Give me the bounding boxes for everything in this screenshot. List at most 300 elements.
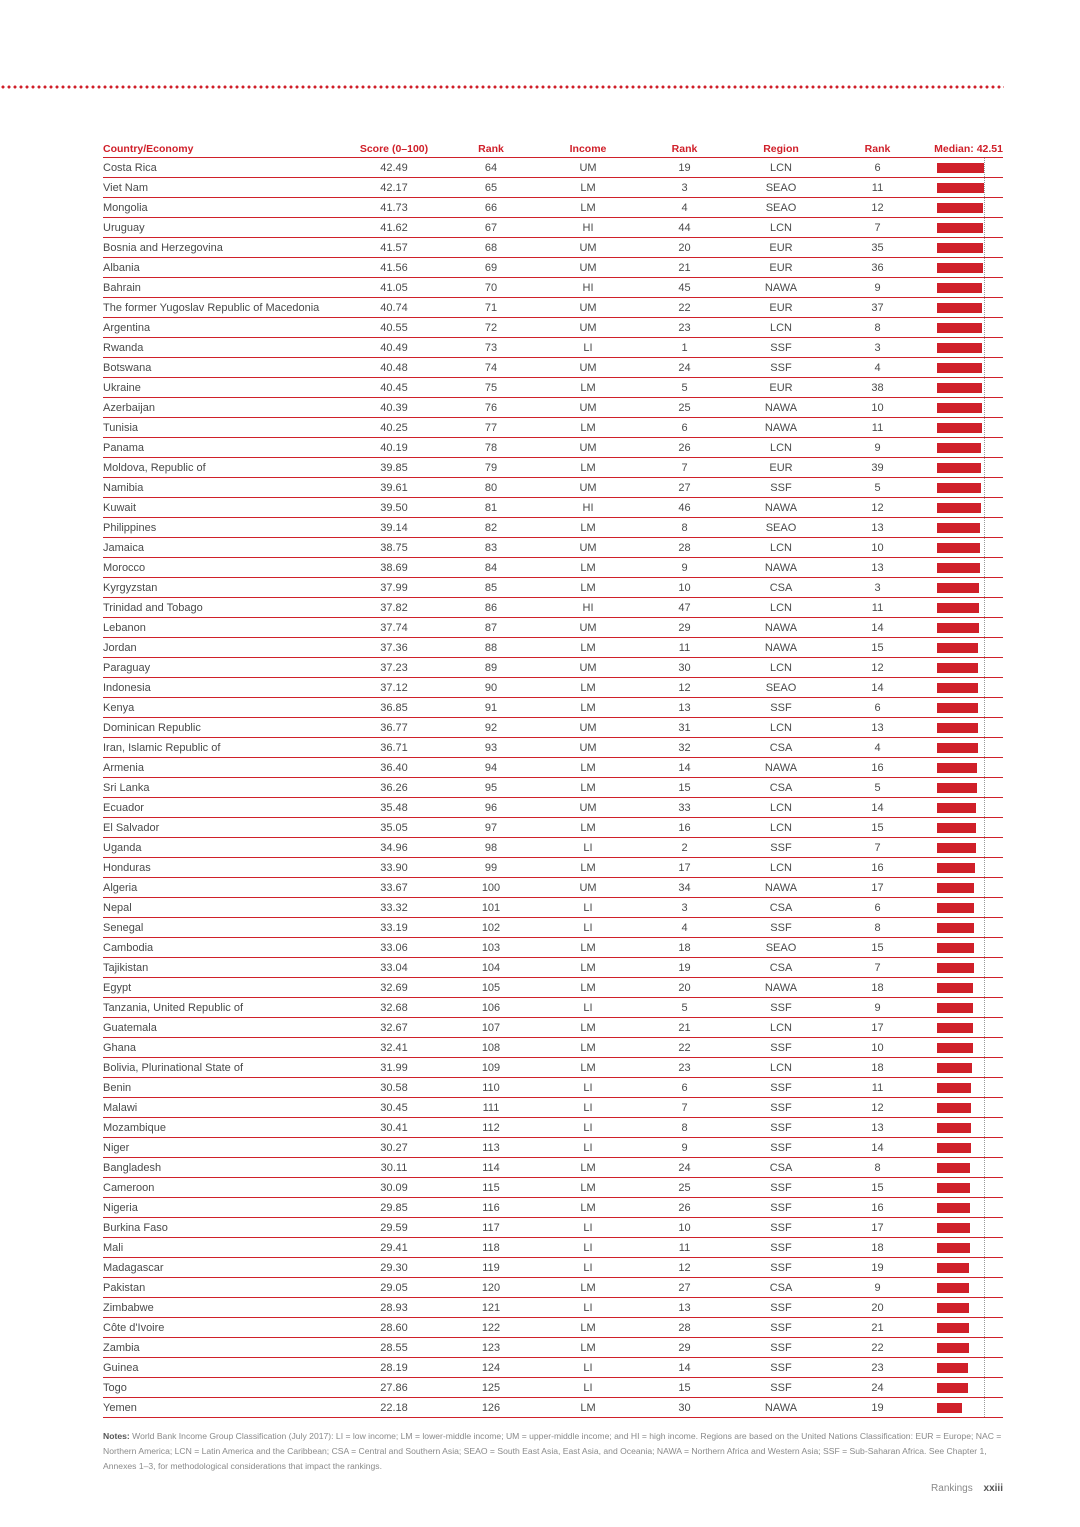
region-rank: 17 xyxy=(840,1218,915,1238)
table-row xyxy=(103,338,1003,358)
score-bar-cell xyxy=(915,498,1003,518)
score-bar xyxy=(937,463,981,473)
score: 40.39 xyxy=(335,398,453,418)
median-line xyxy=(984,1338,985,1357)
region-rank: 36 xyxy=(840,258,915,278)
country-name: Zambia xyxy=(103,1338,335,1358)
table-row xyxy=(103,1338,1003,1358)
region-rank: 9 xyxy=(840,278,915,298)
income-group: LM xyxy=(529,1038,647,1058)
overall-rank: 121 xyxy=(453,1298,529,1318)
median-line xyxy=(984,658,985,677)
table-row xyxy=(103,1058,1003,1078)
median-line xyxy=(984,1178,985,1197)
region: LCN xyxy=(722,798,840,818)
income-group: UM xyxy=(529,438,647,458)
overall-rank: 83 xyxy=(453,538,529,558)
score-bar xyxy=(937,1303,969,1313)
country-name: Niger xyxy=(103,1138,335,1158)
score-bar xyxy=(937,543,980,553)
median-line xyxy=(984,558,985,577)
score: 37.23 xyxy=(335,658,453,678)
table-row xyxy=(103,278,1003,298)
overall-rank: 122 xyxy=(453,1318,529,1338)
income-rank: 25 xyxy=(647,1178,722,1198)
score-bar-cell xyxy=(915,998,1003,1018)
country-name: Benin xyxy=(103,1078,335,1098)
median-line xyxy=(984,498,985,517)
score-bar xyxy=(937,923,974,933)
median-line xyxy=(984,298,985,317)
rankings-table xyxy=(103,140,1003,1418)
score-bar-cell xyxy=(915,698,1003,718)
score: 40.45 xyxy=(335,378,453,398)
score-bar-cell xyxy=(915,1138,1003,1158)
income-group: HI xyxy=(529,278,647,298)
score: 32.67 xyxy=(335,1018,453,1038)
country-name: Namibia xyxy=(103,478,335,498)
table-header-row xyxy=(103,140,1003,158)
median-line xyxy=(984,958,985,977)
country-name: Rwanda xyxy=(103,338,335,358)
score: 40.25 xyxy=(335,418,453,438)
income-group: LM xyxy=(529,558,647,578)
score: 38.75 xyxy=(335,538,453,558)
score-bar xyxy=(937,963,974,973)
income-rank: 22 xyxy=(647,1038,722,1058)
country-name: Algeria xyxy=(103,878,335,898)
score: 28.19 xyxy=(335,1358,453,1378)
median-line xyxy=(984,738,985,757)
overall-rank: 73 xyxy=(453,338,529,358)
income-group: HI xyxy=(529,498,647,518)
region-rank: 21 xyxy=(840,1318,915,1338)
score-bar-cell xyxy=(915,1058,1003,1078)
score: 41.73 xyxy=(335,198,453,218)
income-rank: 19 xyxy=(647,958,722,978)
country-name: Panama xyxy=(103,438,335,458)
region-rank: 14 xyxy=(840,618,915,638)
table-row xyxy=(103,558,1003,578)
score: 39.50 xyxy=(335,498,453,518)
header-income: Income xyxy=(529,140,647,158)
score-bar xyxy=(937,1083,971,1093)
score-bar-cell xyxy=(915,1178,1003,1198)
median-line xyxy=(984,1318,985,1337)
country-name: Sri Lanka xyxy=(103,778,335,798)
region: LCN xyxy=(722,318,840,338)
score-bar-cell xyxy=(915,978,1003,998)
income-rank: 27 xyxy=(647,1278,722,1298)
income-rank: 12 xyxy=(647,678,722,698)
income-group: LI xyxy=(529,1298,647,1318)
income-group: UM xyxy=(529,318,647,338)
overall-rank: 94 xyxy=(453,758,529,778)
overall-rank: 86 xyxy=(453,598,529,618)
score-bar-cell xyxy=(915,338,1003,358)
score-bar-cell xyxy=(915,1158,1003,1178)
country-name: Azerbaijan xyxy=(103,398,335,418)
overall-rank: 99 xyxy=(453,858,529,878)
region-rank: 14 xyxy=(840,678,915,698)
score: 39.61 xyxy=(335,478,453,498)
income-rank: 13 xyxy=(647,698,722,718)
region: NAWA xyxy=(722,398,840,418)
income-rank: 45 xyxy=(647,278,722,298)
region: SSF xyxy=(722,1078,840,1098)
table-row xyxy=(103,798,1003,818)
country-name: El Salvador xyxy=(103,818,335,838)
median-line xyxy=(984,1138,985,1157)
overall-rank: 120 xyxy=(453,1278,529,1298)
region: SSF xyxy=(722,698,840,718)
country-name: Kenya xyxy=(103,698,335,718)
region-rank: 38 xyxy=(840,378,915,398)
table-row xyxy=(103,1258,1003,1278)
income-group: LM xyxy=(529,818,647,838)
income-rank: 23 xyxy=(647,318,722,338)
score-bar xyxy=(937,503,981,513)
score: 42.17 xyxy=(335,178,453,198)
score-bar-cell xyxy=(915,218,1003,238)
median-line xyxy=(984,1058,985,1077)
score-bar xyxy=(937,843,976,853)
country-name: Côte d'Ivoire xyxy=(103,1318,335,1338)
region-rank: 24 xyxy=(840,1378,915,1398)
score: 28.93 xyxy=(335,1298,453,1318)
score-bar-cell xyxy=(915,458,1003,478)
region-rank: 5 xyxy=(840,478,915,498)
country-name: Ecuador xyxy=(103,798,335,818)
income-rank: 46 xyxy=(647,498,722,518)
income-rank: 15 xyxy=(647,1378,722,1398)
income-rank: 14 xyxy=(647,1358,722,1378)
region-rank: 13 xyxy=(840,718,915,738)
median-line xyxy=(984,618,985,637)
overall-rank: 108 xyxy=(453,1038,529,1058)
score-bar-cell xyxy=(915,638,1003,658)
income-rank: 29 xyxy=(647,618,722,638)
table-row xyxy=(103,638,1003,658)
median-line xyxy=(984,718,985,737)
score: 33.90 xyxy=(335,858,453,878)
median-line xyxy=(984,1098,985,1117)
income-group: LM xyxy=(529,978,647,998)
score: 41.56 xyxy=(335,258,453,278)
income-group: LM xyxy=(529,1338,647,1358)
country-name: Cameroon xyxy=(103,1178,335,1198)
region-rank: 18 xyxy=(840,1238,915,1258)
score-bar-cell xyxy=(915,1338,1003,1358)
income-group: LM xyxy=(529,638,647,658)
income-group: LM xyxy=(529,458,647,478)
income-group: LM xyxy=(529,1178,647,1198)
score: 40.55 xyxy=(335,318,453,338)
income-rank: 33 xyxy=(647,798,722,818)
score-bar-cell xyxy=(915,1118,1003,1138)
income-group: LI xyxy=(529,1098,647,1118)
score-bar xyxy=(937,1363,968,1373)
table-row xyxy=(103,918,1003,938)
score: 29.30 xyxy=(335,1258,453,1278)
region-rank: 12 xyxy=(840,198,915,218)
score: 27.86 xyxy=(335,1378,453,1398)
score-bar-cell xyxy=(915,578,1003,598)
country-name: Nigeria xyxy=(103,1198,335,1218)
overall-rank: 64 xyxy=(453,158,529,178)
score-bar xyxy=(937,663,978,673)
median-line xyxy=(984,238,985,257)
overall-rank: 93 xyxy=(453,738,529,758)
region: NAWA xyxy=(722,878,840,898)
region: EUR xyxy=(722,258,840,278)
score: 29.41 xyxy=(335,1238,453,1258)
table-row xyxy=(103,538,1003,558)
region: NAWA xyxy=(722,638,840,658)
score-bar-cell xyxy=(915,838,1003,858)
table-row xyxy=(103,1138,1003,1158)
score-bar xyxy=(937,743,978,753)
score-bar-cell xyxy=(915,898,1003,918)
income-rank: 7 xyxy=(647,1098,722,1118)
region: SSF xyxy=(722,338,840,358)
median-line xyxy=(984,198,985,217)
table-row xyxy=(103,998,1003,1018)
median-line xyxy=(984,458,985,477)
median-line xyxy=(984,218,985,237)
median-line xyxy=(984,318,985,337)
score-bar xyxy=(937,1283,969,1293)
income-rank: 26 xyxy=(647,1198,722,1218)
table-row xyxy=(103,878,1003,898)
score-bar xyxy=(937,583,979,593)
income-rank: 12 xyxy=(647,1258,722,1278)
median-line xyxy=(984,358,985,377)
score: 30.09 xyxy=(335,1178,453,1198)
median-line xyxy=(984,1298,985,1317)
income-rank: 20 xyxy=(647,978,722,998)
region: LCN xyxy=(722,818,840,838)
income-group: LI xyxy=(529,898,647,918)
score: 39.85 xyxy=(335,458,453,478)
table-row xyxy=(103,1318,1003,1338)
median-line xyxy=(984,378,985,397)
overall-rank: 115 xyxy=(453,1178,529,1198)
score-bar-cell xyxy=(915,1198,1003,1218)
score-bar xyxy=(937,1243,970,1253)
country-name: Moldova, Republic of xyxy=(103,458,335,478)
country-name: Armenia xyxy=(103,758,335,778)
overall-rank: 71 xyxy=(453,298,529,318)
table-row xyxy=(103,838,1003,858)
country-name: Bahrain xyxy=(103,278,335,298)
table-row xyxy=(103,358,1003,378)
income-group: LI xyxy=(529,1378,647,1398)
region-rank: 12 xyxy=(840,658,915,678)
table-row xyxy=(103,178,1003,198)
income-rank: 14 xyxy=(647,758,722,778)
median-line xyxy=(984,698,985,717)
region: SSF xyxy=(722,1118,840,1138)
income-group: UM xyxy=(529,158,647,178)
overall-rank: 112 xyxy=(453,1118,529,1138)
country-name: Yemen xyxy=(103,1398,335,1418)
income-rank: 28 xyxy=(647,538,722,558)
country-name: Bosnia and Herzegovina xyxy=(103,238,335,258)
income-rank: 30 xyxy=(647,1398,722,1418)
dotted-divider xyxy=(0,84,1004,90)
score-bar xyxy=(937,1403,962,1413)
score-bar-cell xyxy=(915,718,1003,738)
region-rank: 11 xyxy=(840,418,915,438)
region-rank: 18 xyxy=(840,978,915,998)
region-rank: 13 xyxy=(840,1118,915,1138)
median-line xyxy=(984,1278,985,1297)
region: SSF xyxy=(722,1298,840,1318)
score-bar-cell xyxy=(915,398,1003,418)
income-group: UM xyxy=(529,738,647,758)
country-name: Uruguay xyxy=(103,218,335,238)
region: NAWA xyxy=(722,1398,840,1418)
income-rank: 3 xyxy=(647,898,722,918)
income-group: UM xyxy=(529,618,647,638)
notes-label: Notes: xyxy=(103,1431,130,1441)
country-name: Kuwait xyxy=(103,498,335,518)
income-rank: 47 xyxy=(647,598,722,618)
region: SSF xyxy=(722,1258,840,1278)
overall-rank: 126 xyxy=(453,1398,529,1418)
country-name: Indonesia xyxy=(103,678,335,698)
median-line xyxy=(984,1398,985,1417)
income-rank: 11 xyxy=(647,638,722,658)
table-row xyxy=(103,678,1003,698)
median-line xyxy=(984,578,985,597)
country-name: Madagascar xyxy=(103,1258,335,1278)
income-rank: 8 xyxy=(647,1118,722,1138)
table-row xyxy=(103,438,1003,458)
score-bar xyxy=(937,423,982,433)
score-bar-cell xyxy=(915,1258,1003,1278)
overall-rank: 68 xyxy=(453,238,529,258)
income-group: LM xyxy=(529,1058,647,1078)
median-line xyxy=(984,678,985,697)
income-group: UM xyxy=(529,718,647,738)
income-group: UM xyxy=(529,258,647,278)
score-bar xyxy=(937,363,982,373)
score: 28.55 xyxy=(335,1338,453,1358)
median-line xyxy=(984,178,985,197)
region: NAWA xyxy=(722,418,840,438)
overall-rank: 98 xyxy=(453,838,529,858)
score: 41.05 xyxy=(335,278,453,298)
score-bar-cell xyxy=(915,538,1003,558)
income-rank: 17 xyxy=(647,858,722,878)
income-rank: 24 xyxy=(647,1158,722,1178)
country-name: Cambodia xyxy=(103,938,335,958)
score-bar xyxy=(937,1343,969,1353)
income-rank: 25 xyxy=(647,398,722,418)
score: 33.06 xyxy=(335,938,453,958)
overall-rank: 79 xyxy=(453,458,529,478)
region-rank: 19 xyxy=(840,1258,915,1278)
score-bar xyxy=(937,1103,971,1113)
score-bar-cell xyxy=(915,518,1003,538)
table-row xyxy=(103,658,1003,678)
region: NAWA xyxy=(722,278,840,298)
overall-rank: 92 xyxy=(453,718,529,738)
country-name: Senegal xyxy=(103,918,335,938)
median-line xyxy=(984,418,985,437)
table-row xyxy=(103,1178,1003,1198)
median-line xyxy=(984,1018,985,1037)
income-group: LM xyxy=(529,198,647,218)
income-rank: 7 xyxy=(647,458,722,478)
country-name: Kyrgyzstan xyxy=(103,578,335,598)
table-row xyxy=(103,158,1003,178)
score-bar xyxy=(937,603,979,613)
income-rank: 10 xyxy=(647,578,722,598)
country-name: Trinidad and Tobago xyxy=(103,598,335,618)
income-group: HI xyxy=(529,218,647,238)
region: CSA xyxy=(722,778,840,798)
overall-rank: 111 xyxy=(453,1098,529,1118)
country-name: Pakistan xyxy=(103,1278,335,1298)
score: 32.69 xyxy=(335,978,453,998)
table-row xyxy=(103,718,1003,738)
income-rank: 11 xyxy=(647,1238,722,1258)
country-name: Egypt xyxy=(103,978,335,998)
income-rank: 34 xyxy=(647,878,722,898)
score-bar-cell xyxy=(915,798,1003,818)
overall-rank: 82 xyxy=(453,518,529,538)
score: 41.62 xyxy=(335,218,453,238)
score-bar-cell xyxy=(915,618,1003,638)
region: SSF xyxy=(722,1238,840,1258)
score-bar-cell xyxy=(915,938,1003,958)
overall-rank: 78 xyxy=(453,438,529,458)
score-bar xyxy=(937,1123,971,1133)
table-row xyxy=(103,818,1003,838)
region-rank: 16 xyxy=(840,758,915,778)
median-line xyxy=(984,1078,985,1097)
median-line xyxy=(984,598,985,617)
region-rank: 10 xyxy=(840,1038,915,1058)
region: SSF xyxy=(722,1218,840,1238)
median-line xyxy=(984,1238,985,1257)
median-line xyxy=(984,538,985,557)
income-group: LI xyxy=(529,1238,647,1258)
region-rank: 12 xyxy=(840,1098,915,1118)
median-line xyxy=(984,938,985,957)
income-rank: 26 xyxy=(647,438,722,458)
income-rank: 10 xyxy=(647,1218,722,1238)
table-row xyxy=(103,238,1003,258)
region: EUR xyxy=(722,238,840,258)
income-rank: 15 xyxy=(647,778,722,798)
region-rank: 7 xyxy=(840,838,915,858)
table-row xyxy=(103,778,1003,798)
score-bar xyxy=(937,683,978,693)
region: LCN xyxy=(722,218,840,238)
region: SSF xyxy=(722,998,840,1018)
region: SSF xyxy=(722,1138,840,1158)
region-rank: 14 xyxy=(840,798,915,818)
notes xyxy=(103,1429,1008,1474)
income-group: LM xyxy=(529,1198,647,1218)
table-row xyxy=(103,518,1003,538)
score-bar xyxy=(937,183,984,193)
median-line xyxy=(984,1258,985,1277)
